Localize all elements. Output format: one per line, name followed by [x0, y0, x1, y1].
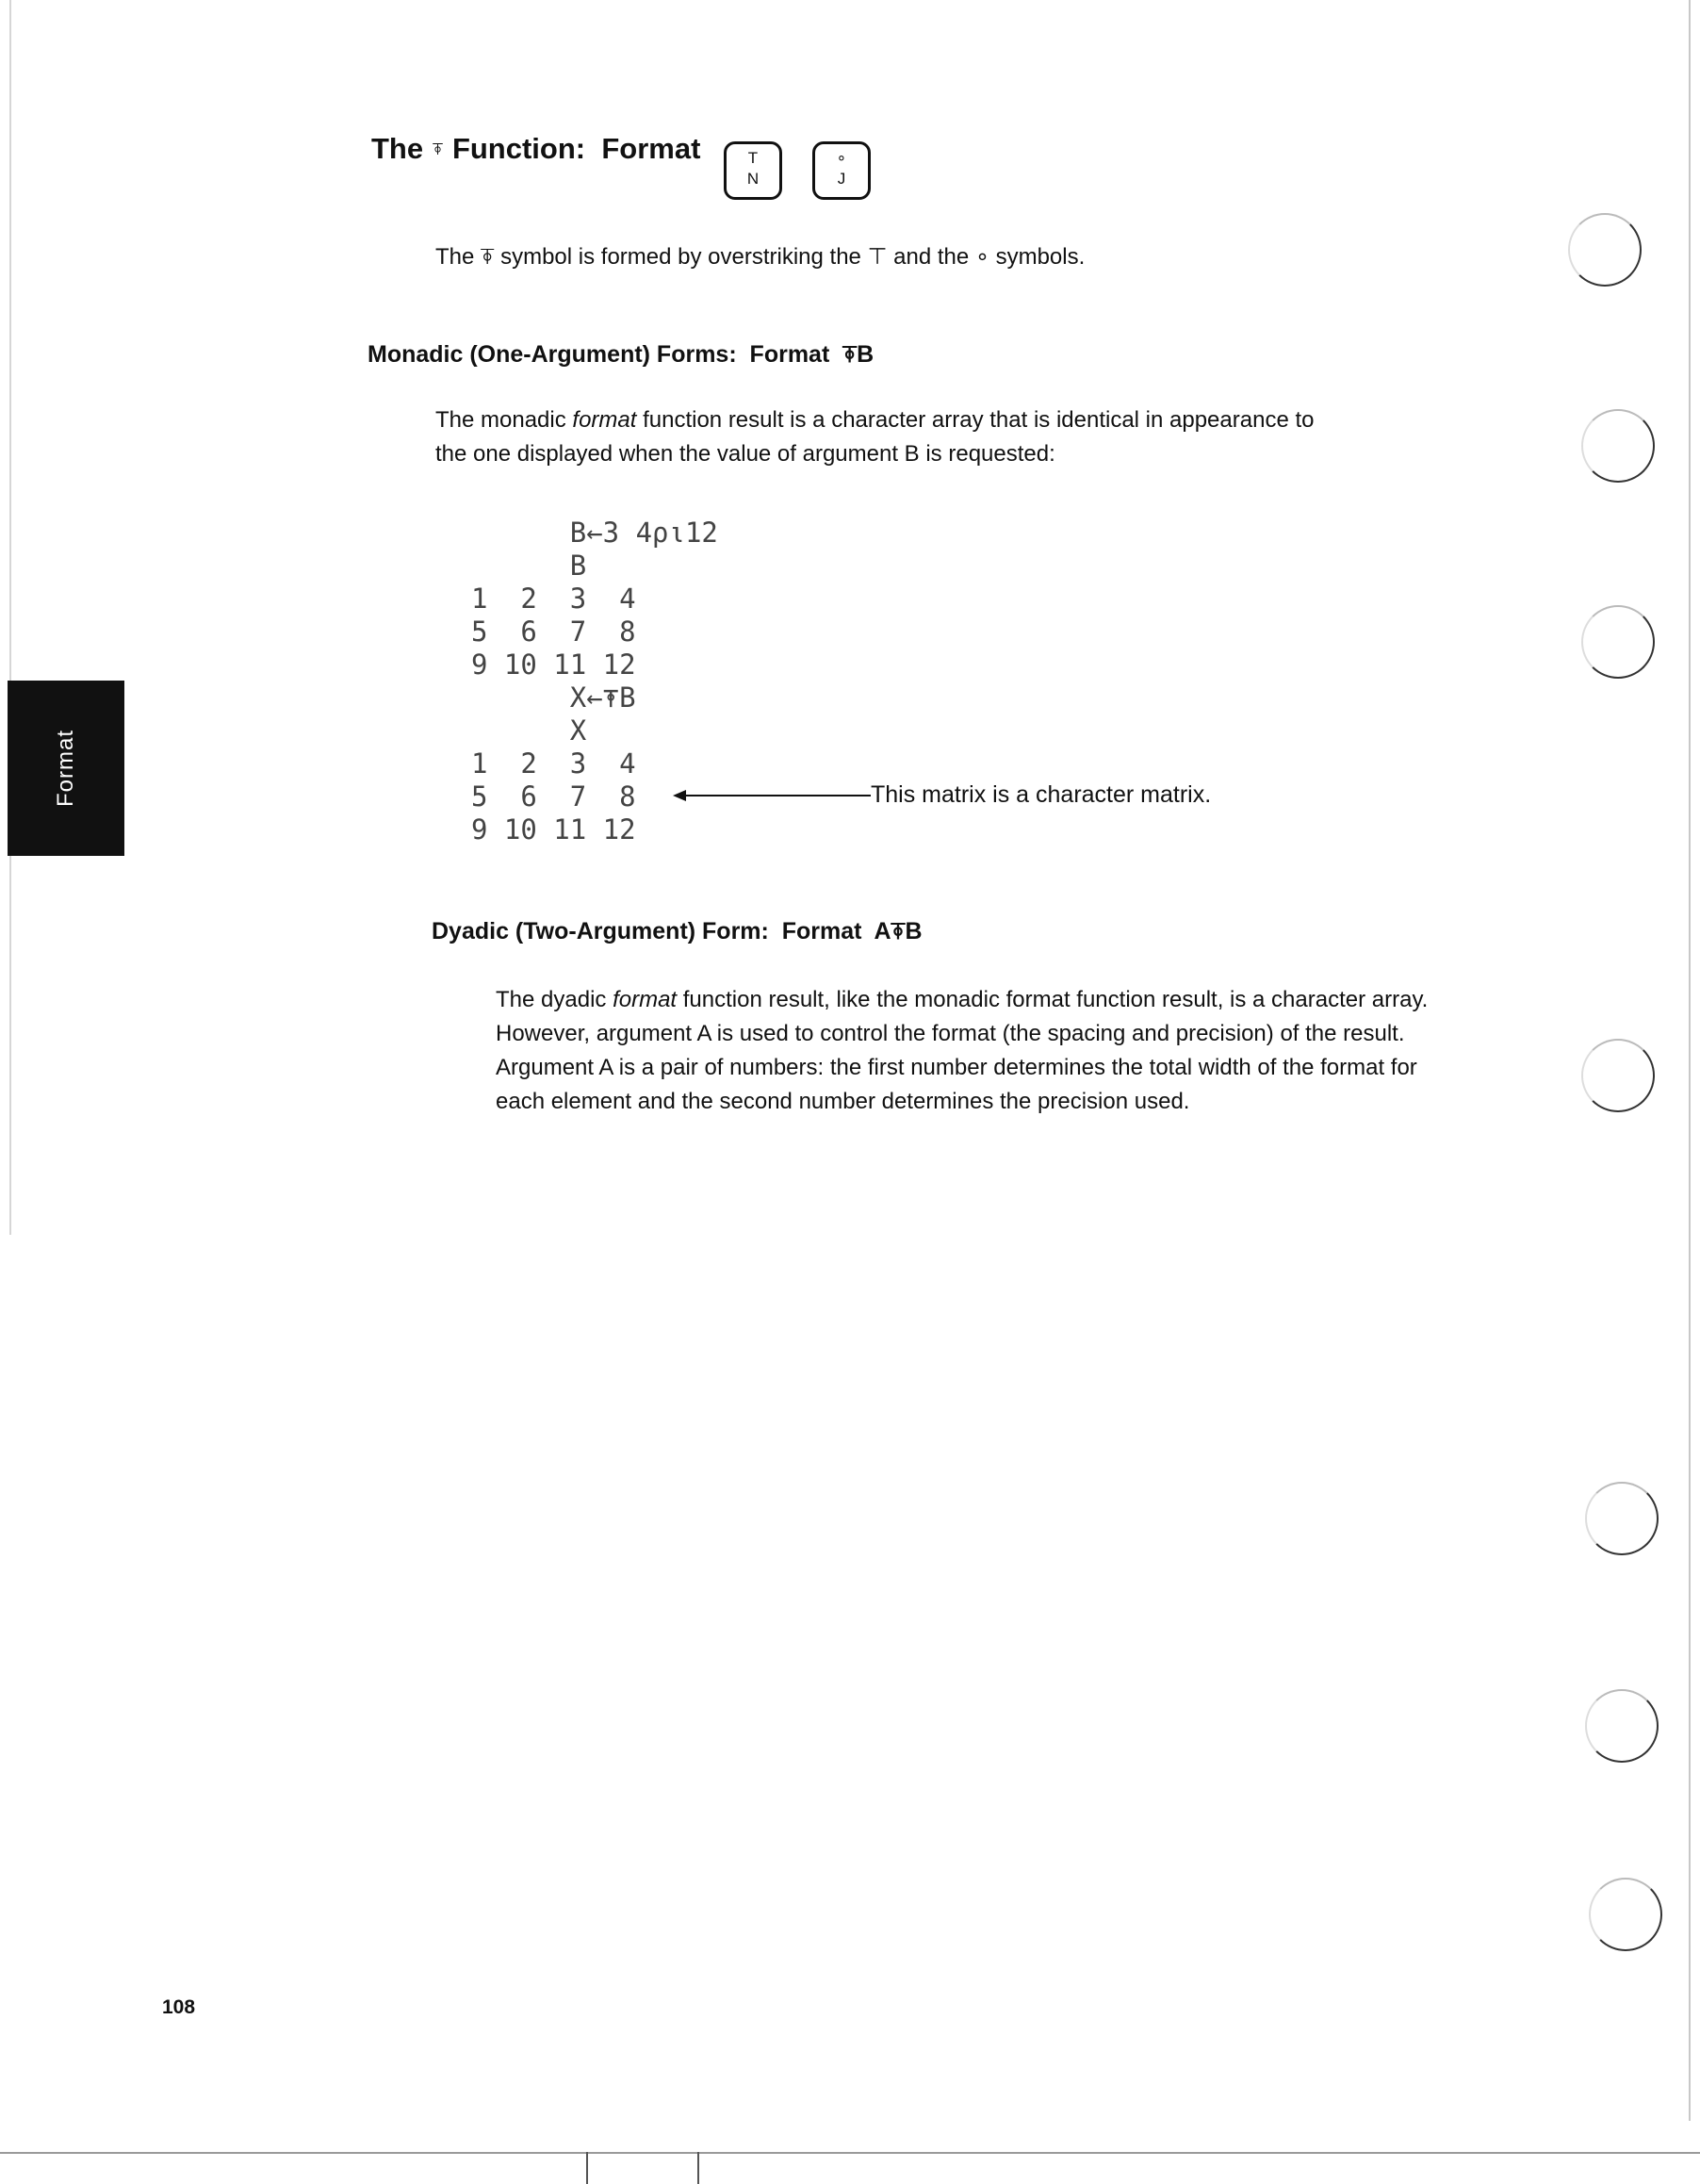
keycap-jot-j	[812, 141, 871, 200]
format-term: format	[613, 987, 678, 1012]
dyadic-heading: Dyadic (Two-Argument) Form: Format A⍕B	[432, 918, 923, 944]
monadic-para-start: The monadic	[435, 407, 573, 433]
dyadic-paragraph	[496, 983, 1438, 1119]
binder-hole	[1585, 1482, 1659, 1555]
binder-hole	[1581, 409, 1655, 483]
bottom-tick	[697, 2152, 699, 2184]
code-line: 9 10 11 12	[471, 813, 636, 846]
keycap-top-label: ∘	[836, 149, 847, 167]
binder-hole	[1585, 1689, 1659, 1763]
annotation	[673, 781, 1211, 809]
bottom-tick	[586, 2152, 588, 2184]
code-line: 9 10 11 12	[471, 649, 636, 681]
arrow-shaft	[686, 795, 871, 796]
code-line: X←⍕B	[471, 681, 636, 714]
bottom-rule	[0, 2152, 1700, 2154]
intro-text: The ⍕ symbol is formed by overstriking the ⊤ and the ∘ symbols.	[435, 244, 1086, 270]
keycap-bottom-label: J	[837, 170, 846, 188]
code-line: X	[471, 714, 587, 747]
binder-hole	[1581, 1039, 1655, 1112]
format-term: format	[572, 407, 637, 433]
annotation-text: This matrix is a character matrix.	[871, 781, 1212, 808]
code-line: 1 2 3 4	[471, 747, 636, 780]
keycap-top-label: T	[747, 149, 759, 167]
section-tab-label: Format	[52, 729, 78, 808]
dyadic-para-end: function result, like the monadic format function result, is a character array. However, argument A is used to control the format (the spacing and precision) of the result. Argument A is a pair of numbers: the first number determines the total width of the format for each element and the second number determines the precision used.	[496, 987, 1429, 1114]
code-line: 5 6 7 8	[471, 780, 636, 813]
code-line: 1 2 3 4	[471, 583, 636, 615]
code-line: B←3 4⍴⍳12	[471, 517, 718, 549]
binder-hole	[1581, 605, 1655, 679]
title-suffix: Function: Format	[451, 132, 701, 165]
keycap-bottom-label: N	[746, 170, 760, 188]
dyadic-para-start: The dyadic	[496, 987, 613, 1012]
code-line: B	[471, 550, 587, 582]
left-margin-rule	[9, 0, 11, 1235]
monadic-heading: Monadic (One-Argument) Forms: Format ⍕B	[368, 341, 875, 368]
monadic-paragraph	[435, 403, 1349, 471]
right-margin-rule	[1689, 0, 1691, 2121]
title-symbol: ⍕	[433, 139, 443, 158]
binder-hole	[1568, 213, 1642, 287]
keycap-t-n	[724, 141, 782, 200]
title-prefix: The	[371, 132, 424, 165]
monadic-para-end: function result is a character array that is identical in appearance to the one displayed when the value of argument B is requested:	[435, 407, 1315, 467]
arrow-left-icon	[673, 790, 686, 801]
page-number: 108	[162, 1996, 196, 2018]
code-line: 5 6 7 8	[471, 616, 636, 648]
page-title	[371, 132, 700, 166]
binder-hole	[1589, 1878, 1662, 1951]
section-tab	[8, 681, 124, 856]
